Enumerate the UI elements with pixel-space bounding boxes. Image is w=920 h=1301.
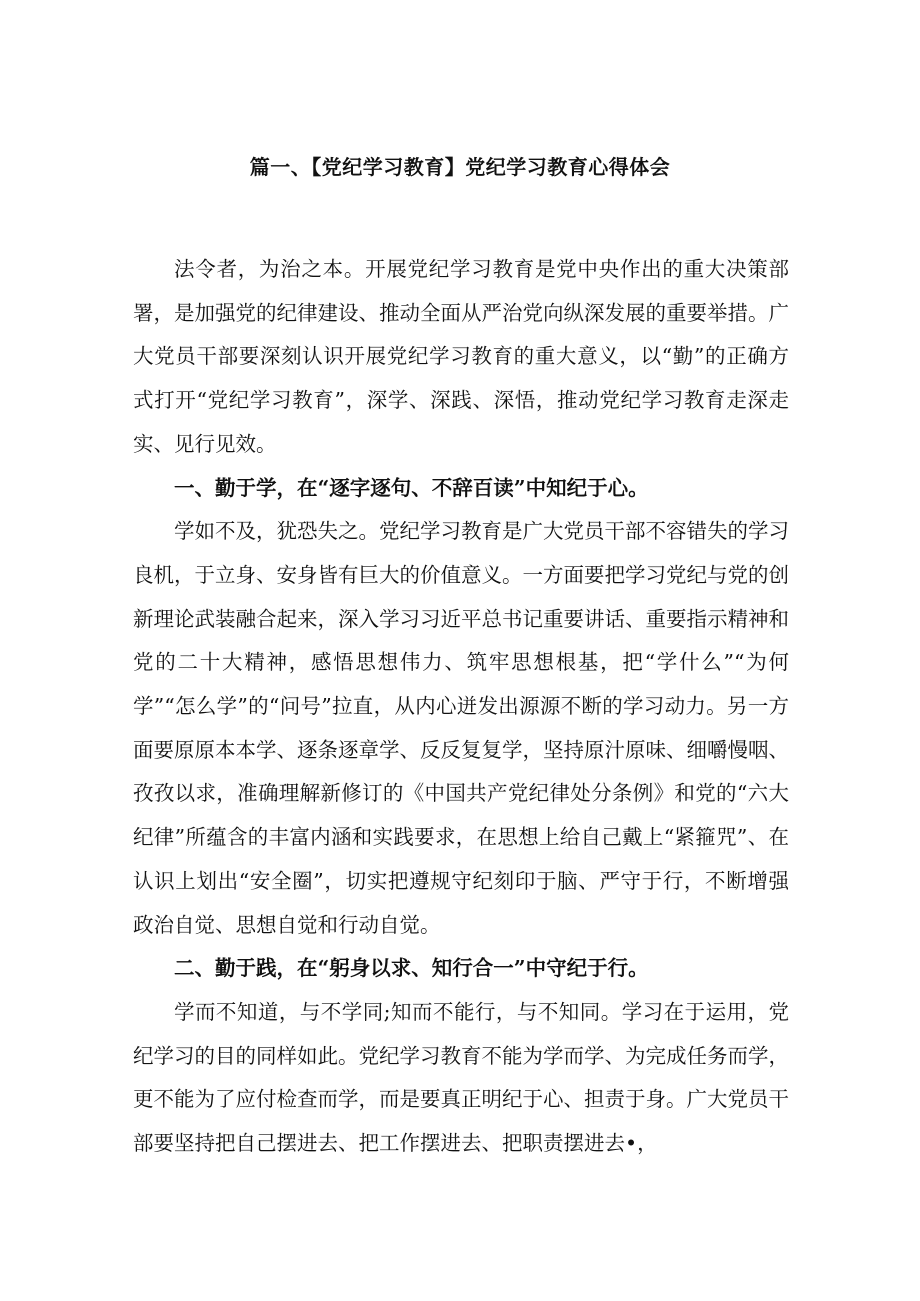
document-body [133,248,789,1166]
paragraph-section-2: 学而不知道，与不学同;知而不能行，与不知同。学习在于运用，党纪学习的目的同样如此。党纪学习教育不能为学而学、为完成任务而学，更不能为了应付检查而学，而是要真正明纪于心、担责于身。广大党员干部要坚持把自己摆进去、把工作摆进去、把职责摆进去•， [133,999,789,1156]
document-title: 篇一、【党纪学习教育】党纪学习教育心得体会 [249,155,671,179]
paragraph-section-1: 学如不及，犹恐失之。党纪学习教育是广大党员干部不容错失的学习良机，于立身、安身皆有巨大的价值意义。一方面要把学习党纪与党的创新理论武装融合起来，深入学习习近平总书记重要讲话、重要指示精神和党的二十大精神，感悟思想伟力、筑牢思想根基，把“学什么”“为何学”“怎么学”的“问号”拉直，从内心迸发出源源不断的学习动力。另一方面要原原本本学、逐条逐章学、反反复复学，坚持原汁原味、细嚼慢咽、孜孜以求，准确理解新修订的《中国共产党纪律处分条例》和党的“六大纪律”所蕴含的丰富内涵和实践要求，在思想上给自己戴上“紧箍咒”、在认识上划出“安全圈”，切实把遵规守纪刻印于脑、严守于行，不断增强政治自觉、思想自觉和行动自觉。 [133,519,789,937]
paragraph-intro: 法令者，为治之本。开展党纪学习教育是党中央作出的重大决策部署，是加强党的纪律建设、推动全面从严治党向纵深发展的重要举措。广大党员干部要深刻认识开展党纪学习教育的重大意义，以“勤”的正确方式打开“党纪学习教育”，深学、深践、深悟，推动党纪学习教育走深走实、见行见效。 [133,257,789,456]
section-heading-2: 二、勤于践，在“躬身以求、知行合一”中守纪于行。 [174,956,649,981]
section-heading-1: 一、勤于学，在“逐字逐句、不辞百读”中知纪于心。 [174,475,649,500]
